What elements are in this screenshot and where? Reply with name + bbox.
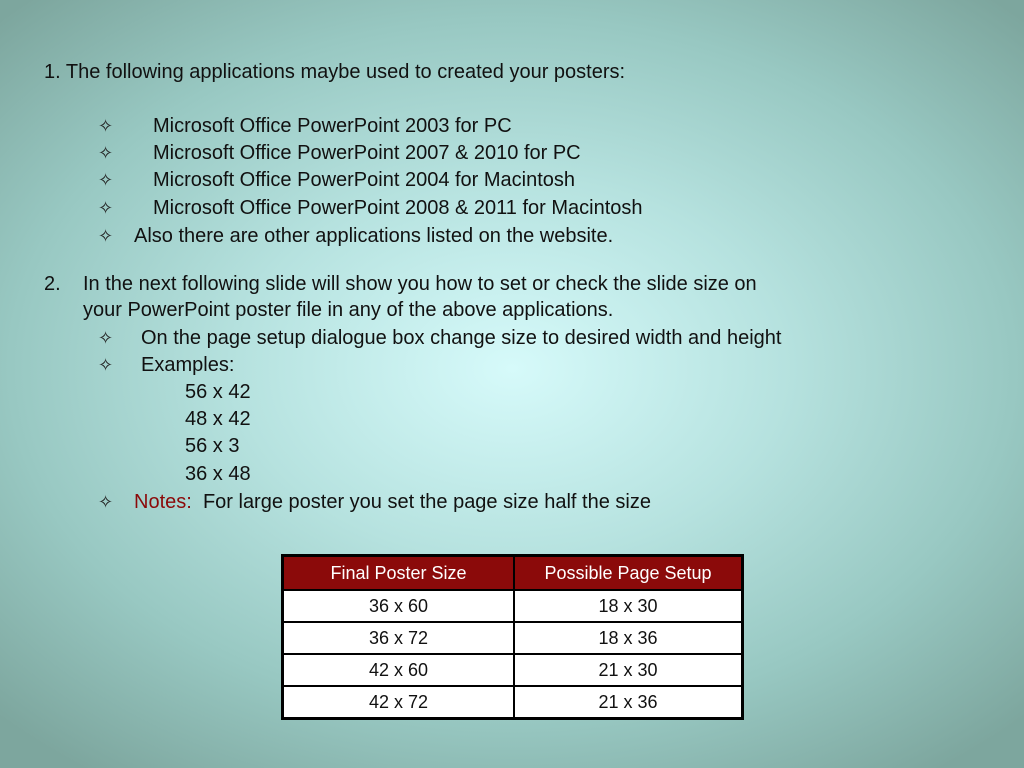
list-item: Also there are other applications listed on the website. bbox=[134, 225, 614, 247]
star-outline-icon: ✧ bbox=[98, 116, 114, 136]
section2-number: 2. bbox=[44, 273, 61, 295]
section2-heading-line2: your PowerPoint poster file in any of the above applications. bbox=[83, 299, 614, 321]
final-size-cell: 42 x 72 bbox=[283, 686, 515, 719]
notes-text: For large poster you set the page size half the size bbox=[202, 491, 651, 513]
example-size: 48 x 42 bbox=[185, 408, 251, 430]
example-size: 56 x 3 bbox=[185, 435, 240, 457]
star-outline-icon: ✧ bbox=[98, 170, 114, 190]
page-setup-cell: 21 x 36 bbox=[514, 686, 743, 719]
page-setup-cell: 21 x 30 bbox=[514, 654, 743, 686]
page-setup-bullet: On the page setup dialogue box change size to desired width and height bbox=[141, 327, 782, 349]
section2-heading-line1: In the next following slide will show you how to set or check the slide size on bbox=[83, 273, 757, 295]
table-header-row bbox=[283, 556, 743, 591]
table-row bbox=[283, 686, 743, 719]
star-outline-icon: ✧ bbox=[98, 143, 114, 163]
examples-bullet: Examples: bbox=[141, 354, 235, 376]
list-item: Microsoft Office PowerPoint 2007 & 2010 for PC bbox=[153, 142, 581, 164]
list-item: Microsoft Office PowerPoint 2008 & 2011 for Macintosh bbox=[153, 197, 643, 219]
star-outline-icon: ✧ bbox=[98, 355, 114, 375]
page-setup-cell: 18 x 36 bbox=[514, 622, 743, 654]
header-possible-page-setup: Possible Page Setup bbox=[514, 556, 743, 591]
page-setup-cell: 18 x 30 bbox=[514, 590, 743, 622]
header-final-poster-size: Final Poster Size bbox=[283, 556, 515, 591]
example-size: 36 x 48 bbox=[185, 463, 251, 485]
star-outline-icon: ✧ bbox=[98, 198, 114, 218]
section1-heading: 1. The following applications maybe used to created your posters: bbox=[44, 61, 626, 83]
star-outline-icon: ✧ bbox=[98, 226, 114, 246]
star-outline-icon: ✧ bbox=[98, 328, 114, 348]
final-size-cell: 36 x 60 bbox=[283, 590, 515, 622]
table-row bbox=[283, 622, 743, 654]
final-size-cell: 36 x 72 bbox=[283, 622, 515, 654]
list-item: Microsoft Office PowerPoint 2003 for PC bbox=[153, 115, 512, 137]
final-size-cell: 42 x 60 bbox=[283, 654, 515, 686]
table-row bbox=[283, 590, 743, 622]
star-outline-icon: ✧ bbox=[98, 492, 114, 512]
example-size: 56 x 42 bbox=[185, 381, 251, 403]
poster-size-table bbox=[281, 554, 744, 720]
notes-label: Notes: bbox=[134, 491, 192, 513]
notes-line bbox=[134, 489, 651, 516]
table-row bbox=[283, 654, 743, 686]
list-item: Microsoft Office PowerPoint 2004 for Macintosh bbox=[153, 169, 576, 191]
